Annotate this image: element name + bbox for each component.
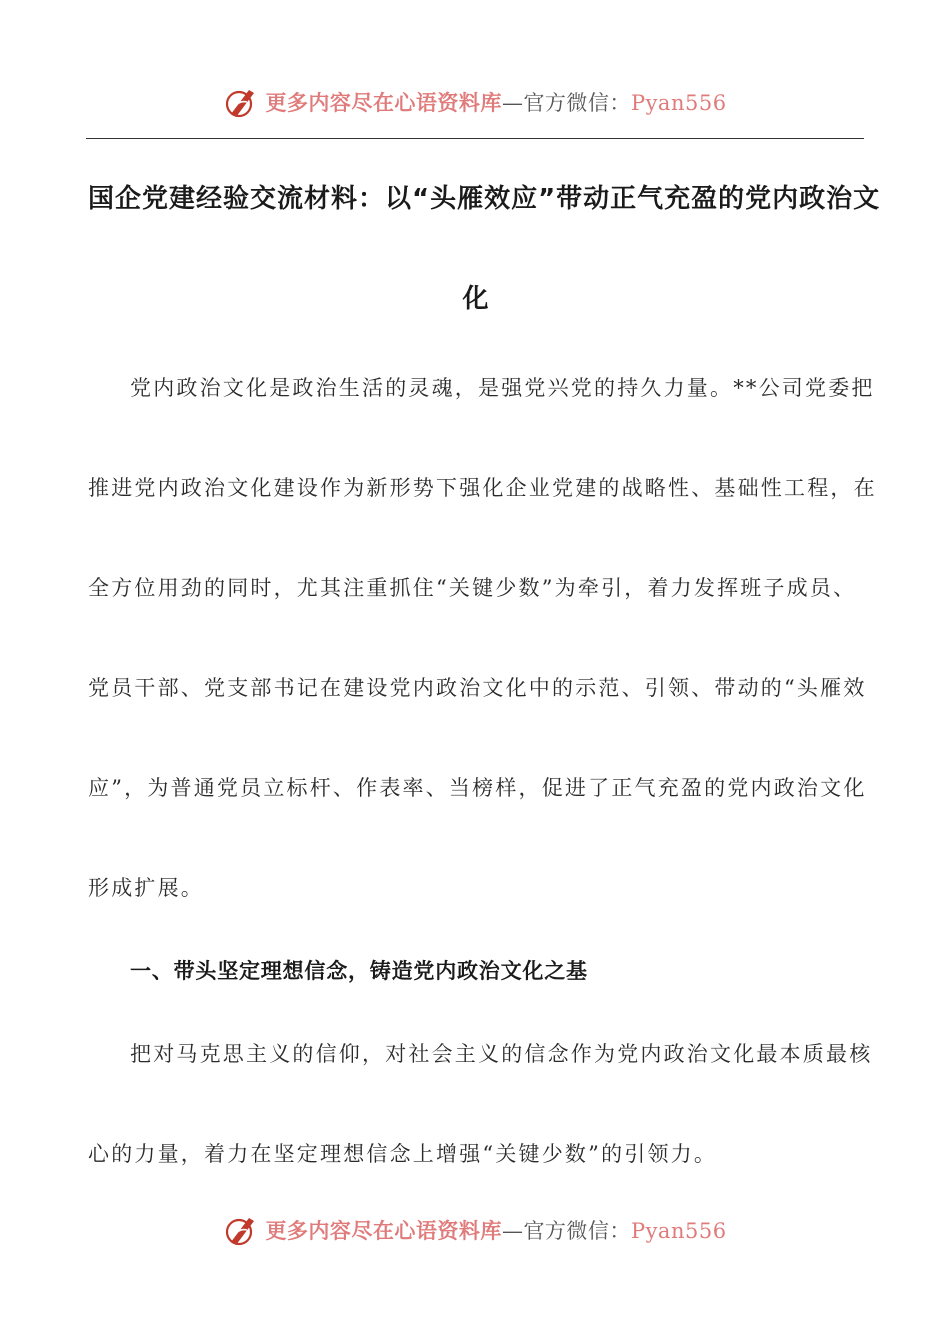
document-title-line-1: 国企党建经验交流材料：以“头雁效应”带动正气充盈的党内政治文 (88, 184, 881, 214)
paragraph-1-line-5: 应”，为普通党员立标杆、作表率、当榜样，促进了正气充盈的党内政治文化 (88, 776, 867, 800)
footer-wechat-label: 官方微信： (523, 1219, 631, 1243)
footer-wechat-id: Pyan556 (630, 1219, 727, 1243)
pen-logo-icon (223, 84, 259, 120)
footer-site-name: 更多内容尽在心语资料库 (265, 1218, 502, 1243)
footer-dash: — (501, 1219, 524, 1243)
header-banner (0, 82, 950, 122)
section-1-heading: 一、带头坚定理想信念，铸造党内政治文化之基 (130, 959, 588, 983)
section-1-line-2: 心的力量，着力在坚定理想信念上增强“关键少数”的引领力。 (88, 1142, 718, 1166)
header-site-name: 更多内容尽在心语资料库 (265, 90, 502, 115)
footer-banner-text (265, 1215, 726, 1245)
paragraph-1-line-6: 形成扩展。 (88, 876, 204, 900)
paragraph-1-line-3: 全方位用劲的同时，尤其注重抓住“关键少数”为牵引，着力发挥班子成员、 (88, 576, 857, 600)
pen-logo-icon (223, 1212, 259, 1248)
footer-banner (0, 1210, 950, 1250)
header-banner-text (265, 87, 726, 117)
paragraph-1-line-4: 党员干部、党支部书记在建设党内政治文化中的示范、引领、带动的“头雁效 (88, 676, 867, 700)
paragraph-1-line-2: 推进党内政治文化建设作为新形势下强化企业党建的战略性、基础性工程，在 (88, 476, 877, 500)
paragraph-1-line-1: 党内政治文化是政治生活的灵魂，是强党兴党的持久力量。**公司党委把 (130, 376, 875, 400)
section-1-line-1: 把对马克思主义的信仰，对社会主义的信念作为党内政治文化最本质最核 (130, 1042, 873, 1066)
header-wechat-label: 官方微信： (523, 91, 631, 115)
header-divider (86, 138, 864, 139)
header-wechat-id: Pyan556 (630, 91, 727, 115)
header-dash: — (501, 91, 524, 115)
document-title-line-2: 化 (462, 284, 490, 314)
